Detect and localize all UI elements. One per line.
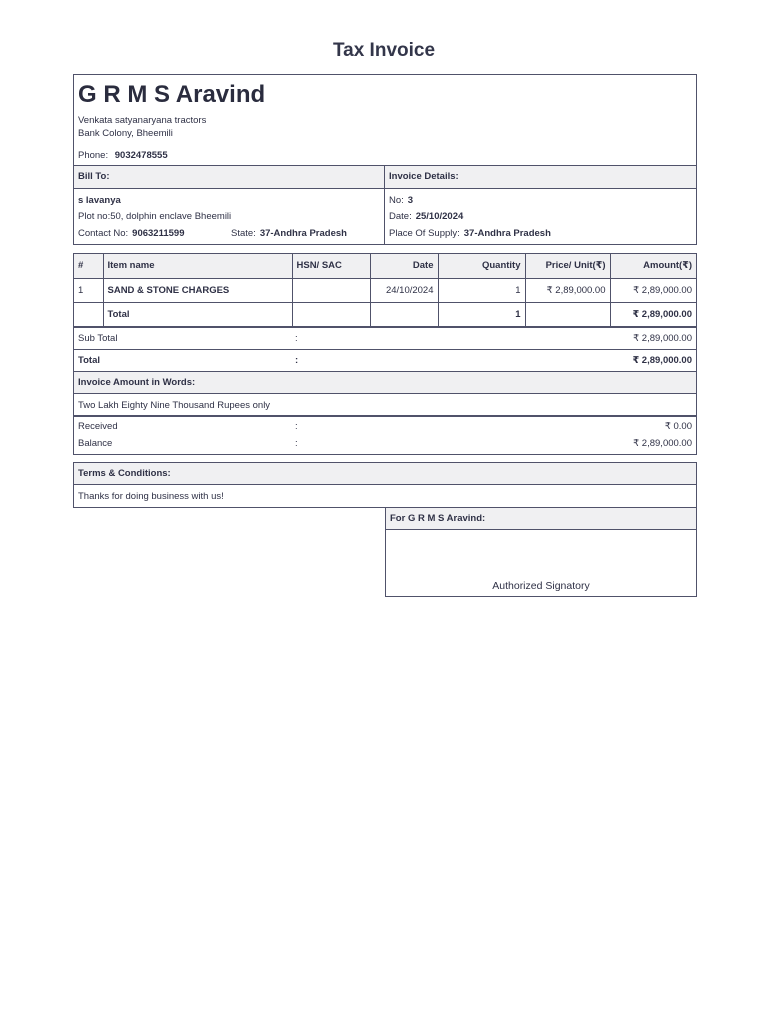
supply-value: 37-Andhra Pradesh: [463, 228, 551, 239]
contact-label: Contact No:: [78, 228, 129, 239]
item-quantity: 1: [438, 278, 525, 302]
customer-address: Plot no:50, dolphin enclave Bheemili: [78, 211, 232, 222]
terms-section: [73, 462, 697, 508]
invoice-number-label: No:: [389, 195, 404, 206]
company-address-line1: Venkata satyanaryana tractors: [78, 115, 207, 126]
bill-section: [73, 165, 697, 245]
col-header-amount: Amount(₹): [610, 254, 696, 278]
terms-heading: Terms & Conditions:: [74, 463, 696, 485]
signature-heading: For G R M S Aravind:: [386, 508, 696, 530]
subtotal-label: Sub Total: [78, 333, 118, 344]
payment-section: [73, 415, 697, 455]
customer-contact: [78, 228, 184, 239]
table-header-row: [74, 254, 696, 278]
signature-box: [385, 507, 697, 597]
amount-in-words: Two Lakh Eighty Nine Thousand Rupees only: [78, 399, 271, 411]
customer-state: [231, 228, 347, 239]
invoice-details-panel: [385, 166, 696, 244]
item-hsn: [292, 278, 370, 302]
col-header-price: Price/ Unit(₹): [525, 254, 610, 278]
col-header-date: Date: [370, 254, 438, 278]
customer-name: s lavanya: [78, 195, 121, 206]
subtotal-value: ₹ 2,89,000.00: [633, 333, 692, 344]
invoice-number: [389, 195, 413, 206]
received-value: ₹ 0.00: [664, 421, 692, 432]
phone-value: 9032478555: [114, 150, 168, 161]
totals-section: [73, 327, 697, 417]
balance-row: Balance : ₹ 2,89,000.00: [78, 438, 692, 449]
contact-value: 9063211599: [132, 228, 185, 239]
items-table: [73, 253, 697, 327]
terms-text: Thanks for doing business with us!: [78, 490, 224, 502]
company-header: [73, 74, 697, 166]
state-label: State:: [231, 228, 256, 239]
phone-label: Phone:: [78, 150, 109, 161]
table-total-amount: ₹ 2,89,000.00: [632, 308, 692, 320]
invoice-details-heading: Invoice Details:: [385, 166, 696, 189]
col-header-item-name: Item name: [103, 254, 292, 278]
state-value: 37-Andhra Pradesh: [259, 228, 347, 239]
place-of-supply: [389, 228, 551, 239]
company-address-line2: Bank Colony, Bheemili: [78, 128, 173, 139]
invoice-date-value: 25/10/2024: [415, 211, 464, 222]
supply-label: Place Of Supply:: [389, 228, 460, 239]
balance-label: Balance: [78, 438, 113, 449]
item-amount: ₹ 2,89,000.00: [610, 278, 696, 302]
subtotal-row: Sub Total : ₹ 2,89,000.00: [74, 328, 696, 350]
item-name: SAND & STONE CHARGES: [103, 278, 292, 302]
page-title: Tax Invoice: [332, 40, 436, 61]
item-index: 1: [74, 278, 103, 302]
grand-total-label: Total: [78, 355, 100, 366]
item-date: 24/10/2024: [370, 278, 438, 302]
table-row: [74, 278, 696, 302]
invoice-date-label: Date:: [389, 211, 412, 222]
table-total-label: Total: [103, 302, 292, 326]
company-phone: [78, 150, 168, 161]
bill-to-heading: Bill To:: [74, 166, 384, 189]
grand-total-row: Total : ₹ 2,89,000.00: [74, 350, 696, 372]
received-row: Received : ₹ 0.00: [78, 421, 692, 432]
item-price: ₹ 2,89,000.00: [525, 278, 610, 302]
balance-value: ₹ 2,89,000.00: [633, 438, 692, 449]
received-label: Received: [78, 421, 118, 432]
bill-to-panel: [74, 166, 385, 244]
company-name: G R M S Aravind: [78, 81, 266, 108]
authorized-signatory-label: Authorized Signatory: [492, 580, 590, 592]
col-header-hsn: HSN/ SAC: [292, 254, 370, 278]
invoice-date: [389, 211, 463, 222]
invoice-number-value: 3: [407, 195, 414, 206]
col-header-index: #: [74, 254, 103, 278]
table-total-row: [74, 302, 696, 326]
col-header-quantity: Quantity: [438, 254, 525, 278]
grand-total-value: ₹ 2,89,000.00: [632, 355, 692, 366]
amount-words-heading: Invoice Amount in Words:: [74, 372, 696, 394]
table-total-quantity: 1: [438, 302, 525, 326]
